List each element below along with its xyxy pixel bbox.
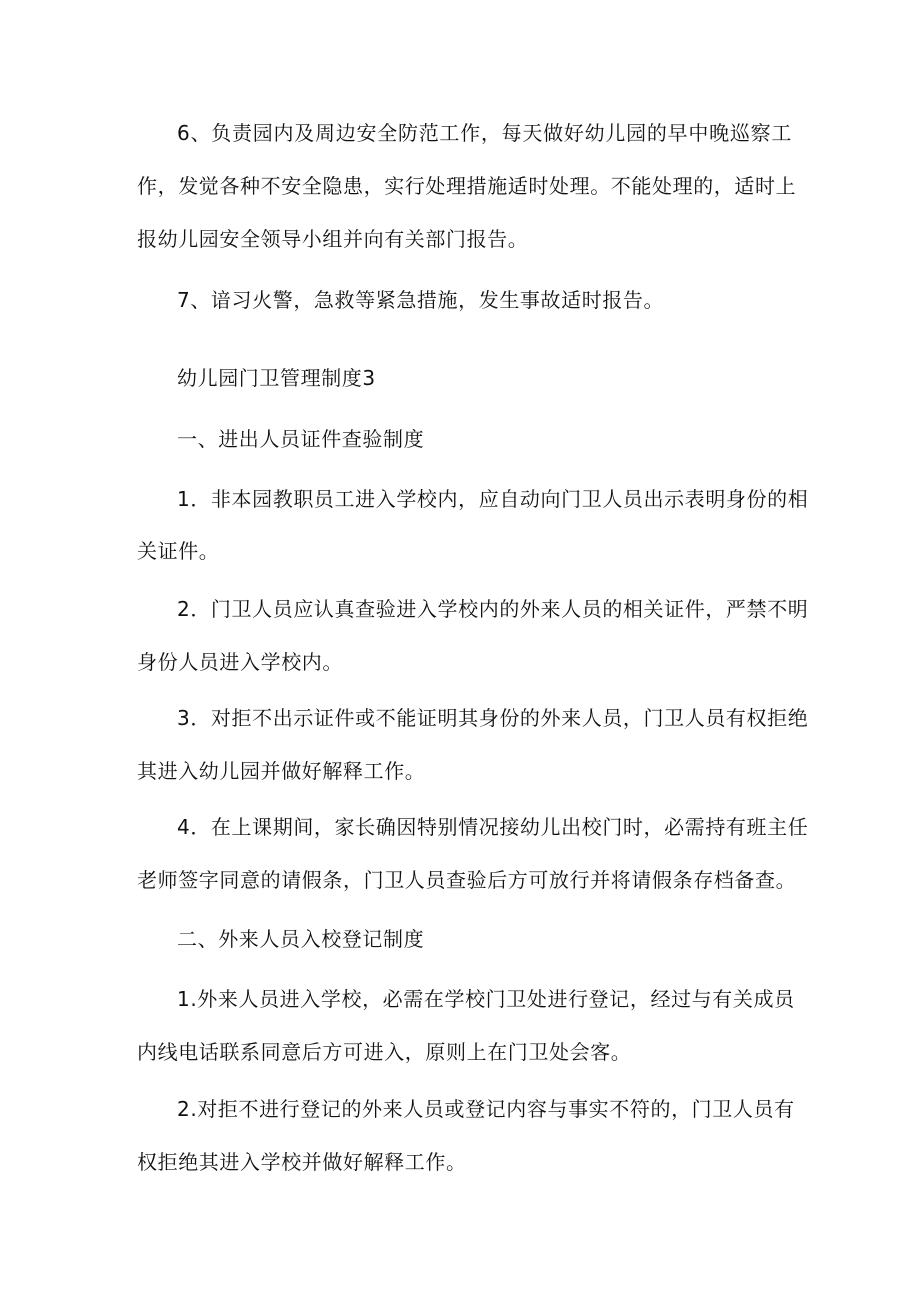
paragraph-line: 老师签字同意的请假条，门卫人员查验后方可放行并将请假条存档备查。 <box>137 868 797 892</box>
section-title-gate-management-3 <box>137 362 792 395</box>
paragraph-line: 6、负责园内及周边安全防范工作，每天做好幼儿园的早中晚巡察工 <box>177 121 792 145</box>
paragraph-line: 3．对拒不出示证件或不能证明其身份的外来人员，门卫人员有权拒绝 <box>177 706 809 730</box>
heading-id-check-system <box>137 423 792 456</box>
paragraph-id-check-4 <box>137 811 809 897</box>
paragraph-line: 作，发觉各种不安全隐患，实行处理措施适时处理。不能处理的，适时上 <box>137 174 797 198</box>
paragraph-line: 2.对拒不进行登记的外来人员或登记内容与事实不符的，门卫人员有 <box>177 1097 795 1121</box>
section-heading: 二、外来人员入校登记制度 <box>177 927 425 951</box>
paragraph-id-check-2 <box>137 593 809 679</box>
paragraph-line: 1.外来人员进入学校，必需在学校门卫处进行登记，经过与有关成员 <box>177 987 795 1011</box>
heading-visitor-registration <box>137 923 792 956</box>
paragraph-line: 1．非本园教职员工进入学校内，应自动向门卫人员出示表明身份的相 <box>177 487 809 511</box>
paragraph-line: 其进入幼儿园并做好解释工作。 <box>137 759 426 783</box>
paragraph-line: 内线电话联系同意后方可进入，原则上在门卫处会客。 <box>137 1040 632 1064</box>
paragraph-6-patrol-duty <box>137 117 797 256</box>
paragraph-line: 2．门卫人员应认真查验进入学校内的外来人员的相关证件，严禁不明 <box>177 597 809 621</box>
paragraph-line: 权拒绝其进入学校并做好解释工作。 <box>137 1150 467 1174</box>
section-title: 幼儿园门卫管理制度3 <box>177 366 376 390</box>
paragraph-id-check-3 <box>137 702 809 788</box>
paragraph-visitor-1 <box>137 983 795 1069</box>
paragraph-line: 报幼儿园安全领导小组并向有关部门报告。 <box>137 227 529 251</box>
paragraph-line: 身份人员进入学校内。 <box>137 650 343 674</box>
paragraph-visitor-2 <box>137 1093 795 1179</box>
paragraph-line: 关证件。 <box>137 539 220 563</box>
section-heading: 一、进出人员证件查验制度 <box>177 427 425 451</box>
paragraph-id-check-1 <box>137 483 809 568</box>
paragraph-line: 7、谙习火警，急救等紧急措施，发生事故适时报告。 <box>177 288 665 312</box>
paragraph-7-emergency <box>137 284 792 317</box>
paragraph-line: 4．在上课期间，家长确因特别情况接幼儿出校门时，必需持有班主任 <box>177 815 809 839</box>
